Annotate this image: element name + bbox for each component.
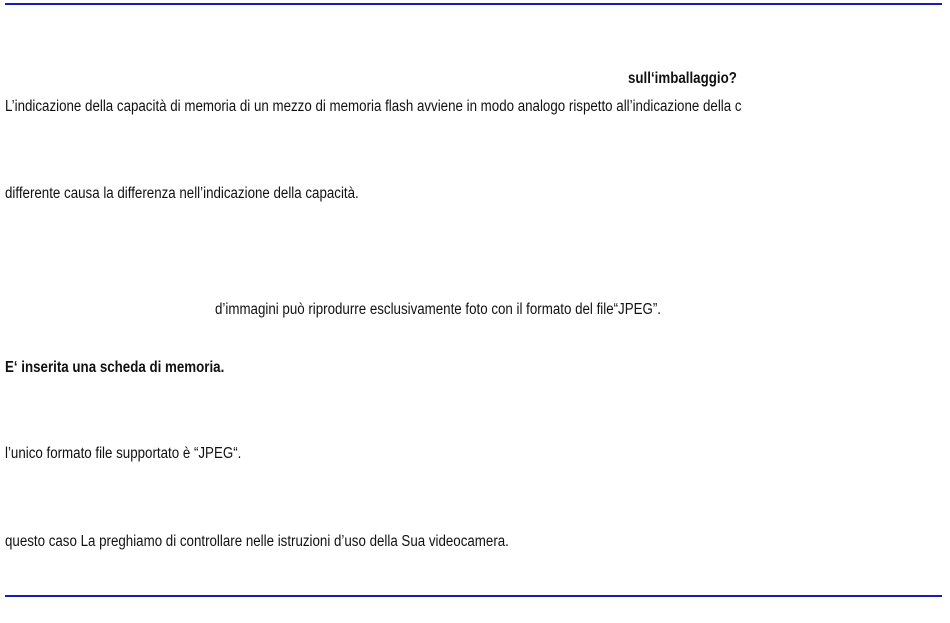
- question-memory-card-inserted: E‘ inserita una scheda di memoria.: [5, 359, 225, 376]
- answer-text-jpeg-only: d’immagini può riprodurre esclusivamente foto con il formato del file“JPEG”.: [215, 301, 662, 318]
- answer-text-capacity: L’indicazione della capacità di memoria di un mezzo di memoria flash avviene in modo analogo rispetto all’indicazione della c: [5, 98, 742, 115]
- top-divider: [5, 3, 942, 5]
- bottom-divider: [5, 595, 942, 597]
- answer-text-supported-format: l’unico formato file supportato è “JPEG“.: [5, 445, 242, 462]
- answer-text-check-instructions: questo caso La preghiamo di controllare nelle istruzioni d’uso della Sua videocamera.: [5, 533, 509, 550]
- question-heading-fragment: sull‘imballaggio?: [628, 70, 737, 87]
- answer-text-capacity-difference: differente causa la differenza nell’indicazione della capacità.: [5, 185, 359, 202]
